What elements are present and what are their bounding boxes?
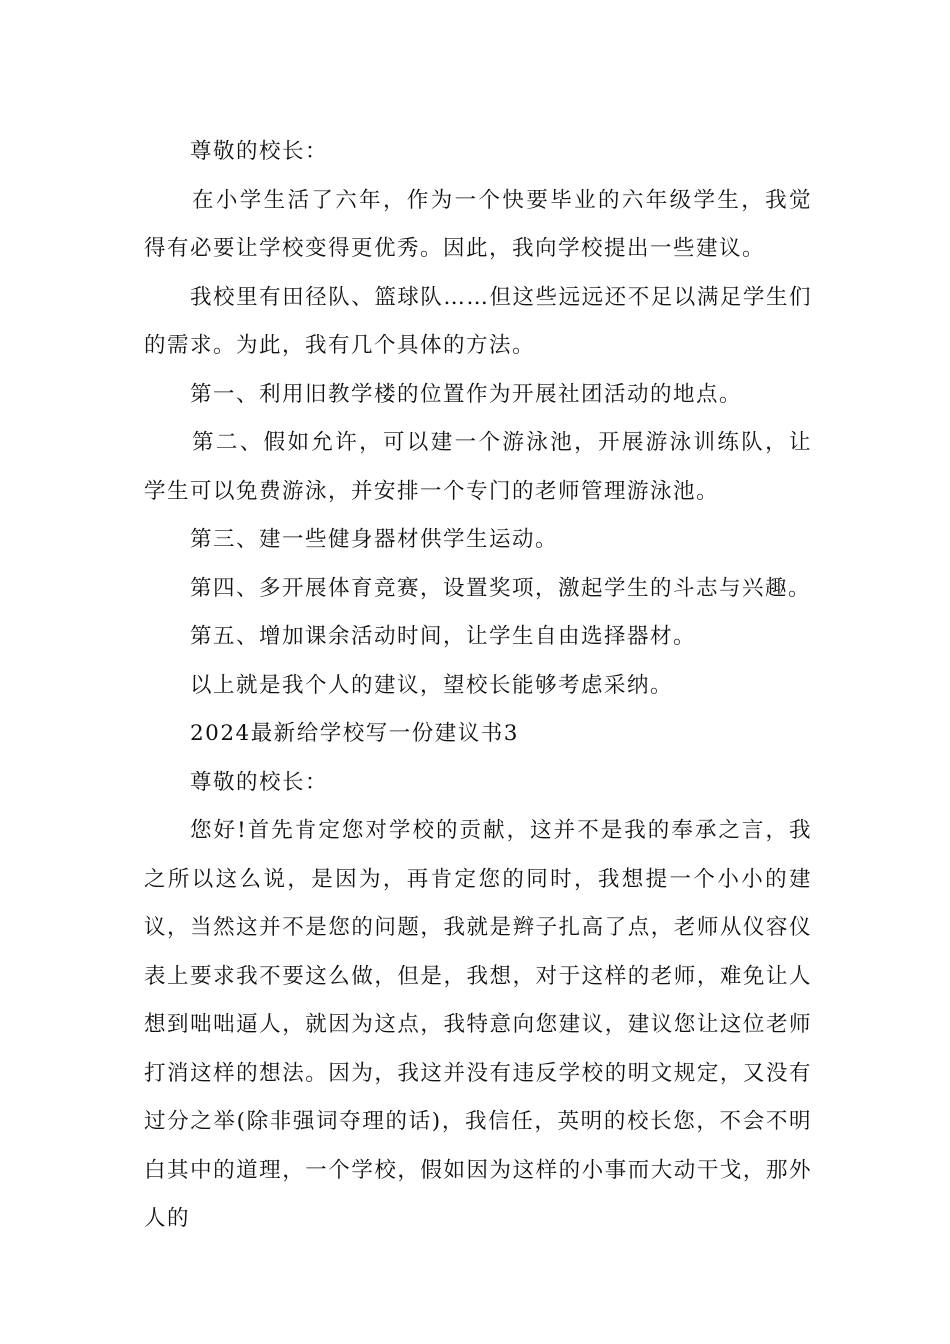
- paragraph-intro: 在小学生活了六年，作为一个快要毕业的六年级学生，我觉得有必要让学校变得更优秀。因此，我向学校提出一些建议。: [144, 187, 812, 261]
- paragraph-letter-body: 您好!首先肯定您对学校的贡献，这并不是我的奉承之言，我之所以这么说，是因为，再肯定您的同时，我想提一个小小的建议，当然这并不是您的问题，我就是辫子扎高了点，老师从仪容仪表上要求我不要这么做，但是，我想，对于这样的老师，难免让人想到咄咄逼人，就因为这点，我特意向您建议，建议您让这位老师打消这样的想法。因为，我这并没有违反学校的明文规定，又没有过分之举(除非强词夺理的话)，我信任，英明的校长您，不会不明白其中的道理，一个学校，假如因为这样的小事而大动干戈，那外人的: [144, 818, 812, 1231]
- suggestion-5: 第五、增加课余活动时间，让学生自由选择器材。: [190, 624, 697, 649]
- salutation-2: 尊敬的校长：: [190, 769, 329, 795]
- suggestion-3: 第三、建一些健身器材供学生运动。: [190, 527, 559, 552]
- suggestion-4: 第四、多开展体育竞赛，设置奖项，激起学生的斗志与兴趣。: [190, 575, 812, 601]
- salutation: 尊敬的校长：: [190, 139, 329, 164]
- section-heading: 2024最新给学校写一份建议书3: [190, 721, 519, 746]
- suggestion-1: 第一、利用旧教学楼的位置作为开展社团活动的地点。: [190, 381, 743, 407]
- paragraph-teams: 我校里有田径队、篮球队……但这些远远还不足以满足学生们的需求。为此，我有几个具体的方法。: [144, 284, 812, 358]
- closing-line: 以上就是我个人的建议，望校长能够考虑采纳。: [190, 672, 674, 698]
- suggestion-2: 第二、假如允许，可以建一个游泳池，开展游泳训练队，让学生可以免费游泳，并安排一个专门的老师管理游泳池。: [144, 430, 812, 504]
- document-body: [144, 128, 812, 1244]
